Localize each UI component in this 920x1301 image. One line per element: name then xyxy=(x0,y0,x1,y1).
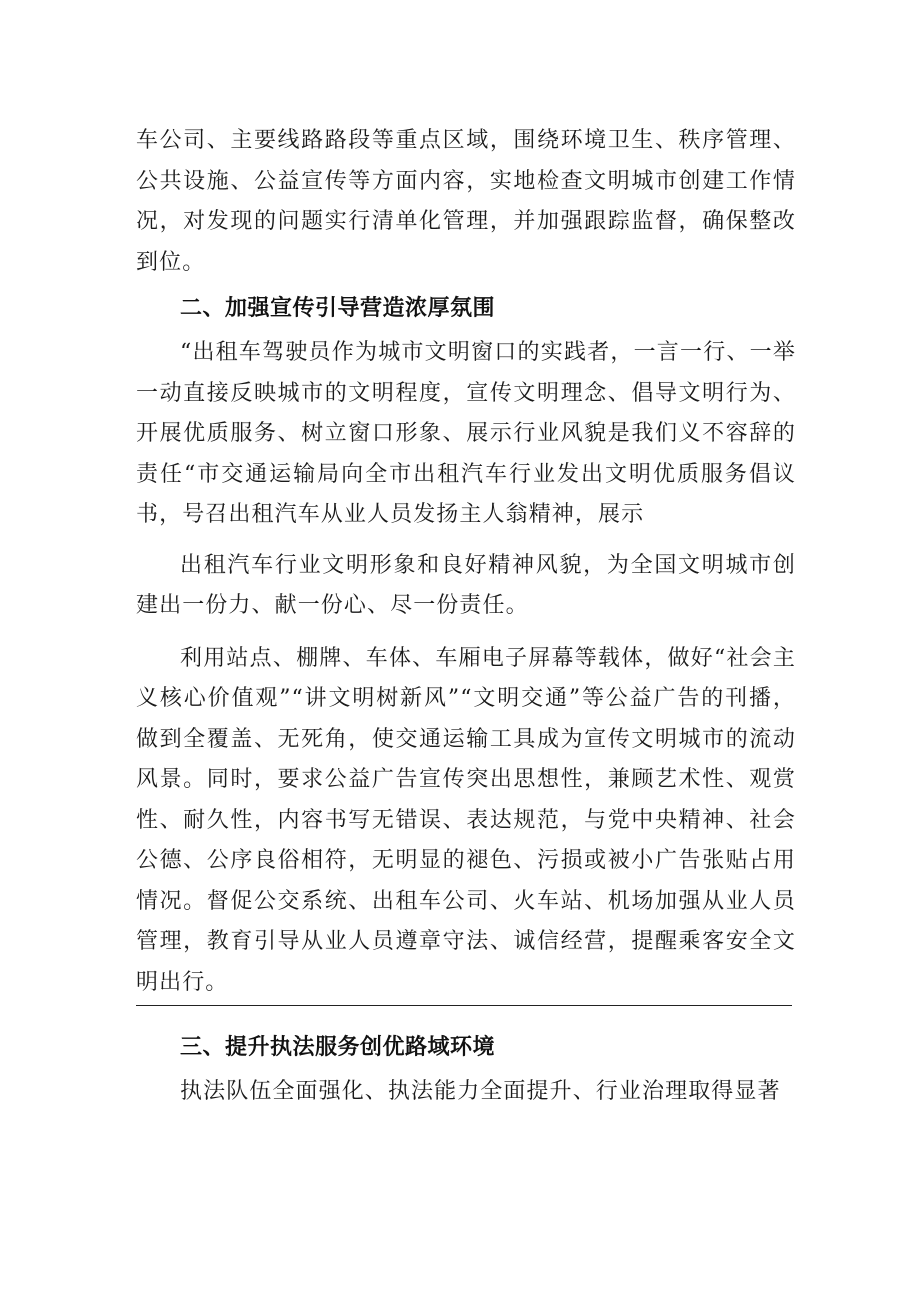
paragraph-inspection: 车公司、主要线路路段等重点区域，围绕环境卫生、秩序管理、公共设施、公益宣传等方面内容，实地检查文明城市创建工作情况，对发现的问题实行清单化管理，并加强跟踪监督，确保整改到位。 xyxy=(136,128,796,275)
paragraph-enforcement: 执法队伍全面强化、执法能力全面提升、行业治理取得显著 xyxy=(180,1079,781,1104)
horizontal-rule xyxy=(136,1005,792,1006)
paragraph-taxi-initiative: “出租车驾驶员作为城市文明窗口的实践者，一言一行、一举一动直接反映城市的文明程度，宣传文明理念、倡导文明行为、开展优质服务、树立窗口形象、展示行业风貌是我们义不容辞的责任“市交通运输局向全市出租汽车行业发出文明优质服务倡议书，号召出租汽车从业人员发扬主人翁精神，展示 xyxy=(136,340,796,527)
section-heading-publicity: 二、加强宣传引导营造浓厚氛围 xyxy=(180,296,496,321)
paragraph-public-ads: 利用站点、棚牌、车体、车厢电子屏幕等载体，做好“社会主义核心价值观”“讲文明树新风”“文明交通”等公益广告的刊播，做到全覆盖、无死角，使交通运输工具成为宣传文明城市的流动风景。同时，要求公益广告宣传突出思想性，兼顾艺术性、观赏性、耐久性，内容书写无错误、表达规范，与党中央精神、社会公德、公序良俗相符，无明显的褪色、污损或被小广告张贴占用情况。督促公交系统、出租车公司、火车站、机场加强从业人员管理，教育引导从业人员遵章守法、诚信经营，提醒乘客安全文明出行。 xyxy=(136,645,796,995)
paragraph-taxi-image: 出租汽车行业文明形象和良好精神风貌，为全国文明城市创建出一份力、献一份心、尽一份责任。 xyxy=(136,552,796,618)
document-body xyxy=(136,121,796,1113)
section-heading-enforcement: 三、提升执法服务创优路域环境 xyxy=(180,1035,496,1060)
